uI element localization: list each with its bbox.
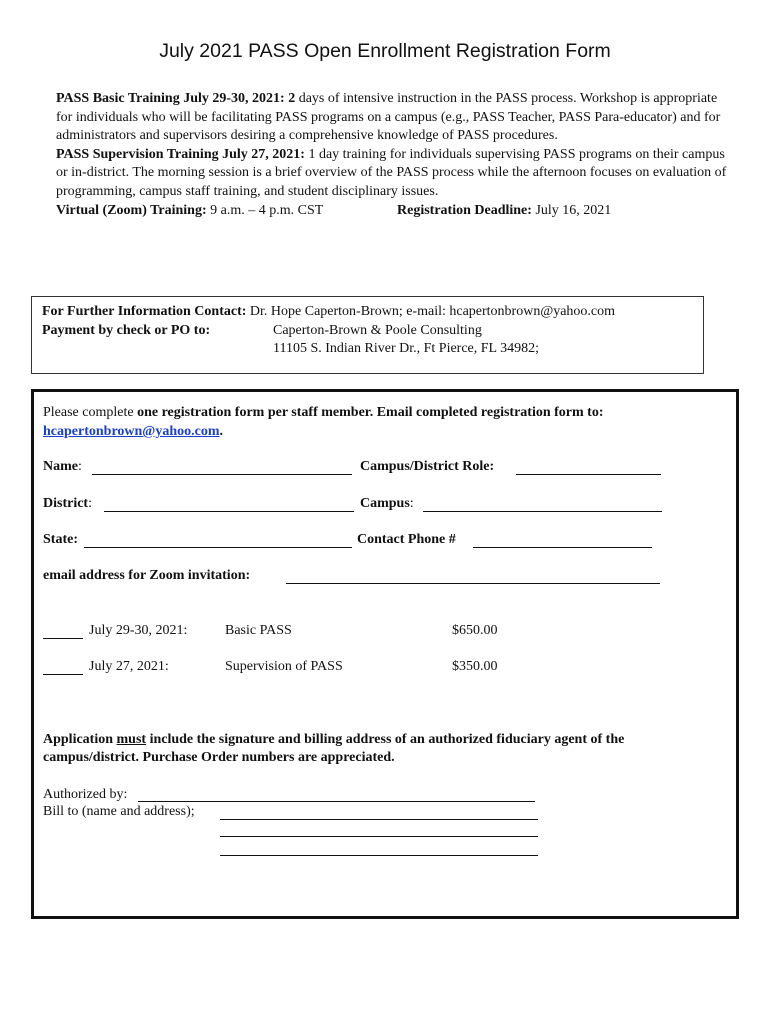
campus-role-label-text: Campus/District Role: — [360, 459, 495, 474]
contact-box — [31, 296, 704, 374]
payee-name: Caperton-Brown & Poole Consulting — [273, 322, 482, 338]
application-requirement-line2: campus/district. Purchase Order numbers are appreciated. — [43, 750, 395, 765]
district-label-text: District — [43, 496, 89, 511]
district-label — [43, 495, 92, 513]
schedule-row — [56, 202, 736, 221]
page-title: July 2021 PASS Open Enrollment Registration Form — [159, 40, 611, 62]
email-link[interactable]: hcapertonbrown@yahoo.com — [43, 424, 220, 439]
phone-label — [357, 531, 456, 549]
district-field[interactable] — [104, 511, 354, 512]
registration-deadline-label: Registration Deadline: — [397, 202, 532, 218]
bill-to-field-line2[interactable] — [220, 836, 538, 837]
zoom-email-label-text: email address for Zoom invitation: — [43, 568, 251, 583]
supervision-training-text: 1 day training for individuals supervising PASS programs on their campus or in-district. The morning session is a brief overview of the PASS process while the afternoon focuses on evaluation of programming, campus staff training, and student disciplinary issues. — [56, 146, 727, 199]
bill-to-field-line1[interactable] — [220, 819, 538, 820]
authorized-by-label: Authorized by: — [43, 787, 128, 802]
campus-role-label — [360, 458, 494, 476]
state-label — [43, 531, 78, 549]
option-price: $650.00 — [452, 623, 498, 638]
state-field[interactable] — [84, 547, 352, 548]
name-label-text: Name — [43, 459, 78, 474]
application-pre: Application — [43, 732, 117, 747]
option-price: $350.00 — [452, 659, 498, 674]
form-instruction-text: Please complete — [43, 405, 138, 420]
contact-row — [42, 303, 703, 322]
address-row — [42, 340, 703, 359]
zoom-email-field[interactable] — [286, 583, 660, 584]
virtual-training-time: 9 a.m. – 4 p.m. CST — [206, 202, 324, 218]
application-rest: include the signature and billing address of an authorized fiduciary agent of the — [146, 732, 625, 747]
campus-label — [360, 495, 414, 513]
option-name: Basic PASS — [225, 623, 292, 638]
basic-training-text: days of intensive instruction in the PASS process. Workshop is appropriate for individuals who will be facilitating PASS programs on a campus (e.g., PASS Teacher, PASS Para-educator) and for administrators and supervisors desiring a comprehensive knowledge of PASS procedures. — [56, 91, 721, 144]
supervision-training-heading: PASS Supervision Training July 27, 2021: — [56, 146, 305, 162]
payment-row — [42, 322, 703, 341]
campus-colon: : — [409, 496, 414, 511]
phone-label-text: Contact Phone # — [357, 532, 456, 547]
option-date: July 29-30, 2021: — [89, 623, 188, 638]
payee-address: 11105 S. Indian River Dr., Ft Pierce, FL 34982; — [273, 341, 539, 356]
name-label — [43, 458, 82, 476]
registration-deadline — [397, 202, 611, 221]
basic-training-paragraph — [56, 90, 736, 146]
name-colon: : — [78, 459, 82, 474]
campus-label-text: Campus — [360, 496, 410, 511]
option-date: July 27, 2021: — [89, 659, 169, 674]
supervision-training-paragraph — [56, 146, 736, 202]
campus-role-field[interactable] — [516, 474, 661, 475]
basic-training-heading: PASS Basic Training July 29-30, 2021: 2 — [56, 91, 296, 106]
authorized-by-field[interactable] — [138, 801, 535, 802]
supervision-pass-checkbox-line[interactable] — [43, 674, 83, 675]
virtual-training-label: Virtual (Zoom) Training: — [56, 202, 207, 218]
bill-to-label: Bill to (name and address); — [43, 804, 195, 819]
phone-field[interactable] — [473, 547, 652, 548]
district-colon: : — [88, 496, 92, 511]
contact-label: For Further Information Contact: — [42, 304, 247, 319]
bill-to-field-line3[interactable] — [220, 855, 538, 856]
registration-form — [31, 389, 739, 919]
form-instruction — [43, 404, 604, 422]
form-instruction-bold: one registration form per staff member. Email completed registration form to: — [137, 405, 604, 420]
state-label-text: State: — [43, 532, 78, 547]
name-field[interactable] — [92, 474, 352, 475]
registration-deadline-date: July 16, 2021 — [531, 202, 612, 218]
contact-value: Dr. Hope Caperton-Brown; e-mail: hcapertonbrown@yahoo.com — [246, 304, 616, 319]
application-must: must — [116, 732, 147, 747]
zoom-email-label — [43, 567, 250, 585]
payment-label: Payment by check or PO to: — [42, 322, 211, 338]
application-requirement-line1 — [43, 731, 624, 749]
campus-field[interactable] — [423, 511, 662, 512]
virtual-training — [56, 203, 323, 218]
option-name: Supervision of PASS — [225, 659, 343, 674]
basic-pass-checkbox-line[interactable] — [43, 638, 83, 639]
email-link-period: . — [219, 424, 223, 439]
training-description — [56, 90, 736, 221]
email-link-line — [43, 423, 223, 441]
